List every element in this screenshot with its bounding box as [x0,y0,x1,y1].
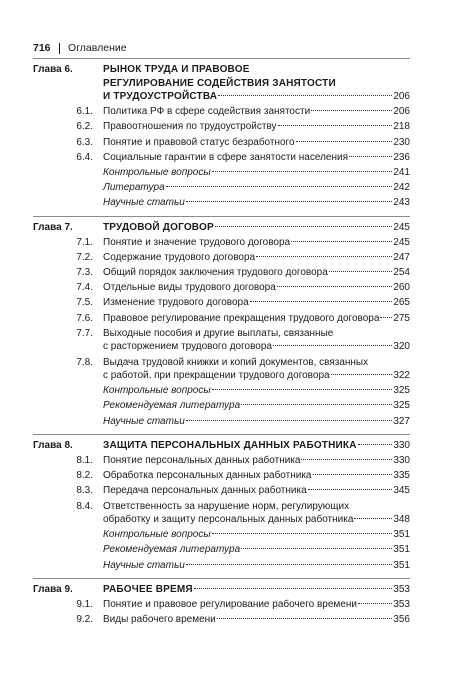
entry-title: Понятие и правовой статус безработного [103,136,295,148]
dot-leader [301,459,392,460]
dot-leader [212,171,393,172]
toc-entry[interactable] [33,454,410,468]
dot-leader [358,603,392,604]
page-ref: 236 [393,151,410,163]
dot-leader [329,271,393,272]
entry-title: Изменение трудового договора [103,297,249,309]
entry-title: Выдача трудовой книжки и копий документов, связанных [103,356,369,368]
page-ref: 353 [393,583,410,595]
toc-chapter-heading[interactable] [33,221,410,235]
section-number: 7.8. [76,356,93,368]
table-of-contents [33,58,410,632]
page-ref: 356 [393,614,410,626]
page-ref: 206 [393,91,410,102]
dot-leader [215,226,392,227]
section-number: 6.1. [76,106,93,118]
entry-title: Научные статьи [103,197,185,209]
section-number: 8.4. [76,500,93,512]
chapter-title: РЫНОК ТРУДА И ПРАВОВОЕ [103,64,250,75]
entry-title: Выходные пособия и другие выплаты, связанные [103,327,334,339]
dot-leader [277,286,393,287]
chapter-title: РЕГУЛИРОВАНИЕ СОДЕЙСТВИЯ ЗАНЯТОСТИ [103,77,336,89]
entry-title: Правовое регулирование прекращения трудового договора [103,312,380,324]
chapter-title: ЗАЩИТА ПЕРСОНАЛЬНЫХ ДАННЫХ РАБОТНИКА [103,439,357,451]
dot-leader [349,156,392,157]
section-number: 9.1. [76,598,93,610]
entry-title: Понятие и правовое регулирование рабочего времени [103,598,357,610]
dot-leader [186,420,393,421]
entry-title: Отдельные виды трудового договора [103,282,276,294]
page-ref: 325 [393,385,410,397]
page-ref: 353 [393,598,410,610]
toc-entry[interactable] [33,105,410,119]
dot-leader [296,141,393,142]
page-ref: 254 [393,267,410,279]
toc-entry[interactable] [33,613,410,627]
entry-title: Понятие и значение трудового договора [103,236,291,248]
section-number: 7.7. [76,327,93,339]
section-number: 8.3. [76,485,93,497]
entry-title: Рекомендуемая литература [103,400,241,412]
toc-entry[interactable] [33,251,410,265]
chapter-title: РАБОЧЕЕ ВРЕМЯ [103,583,193,595]
page-ref: 260 [393,282,410,294]
entry-title: Политика РФ в сфере содействия занятости [103,106,311,118]
toc-entry[interactable] [33,559,410,573]
dot-leader [354,518,392,519]
toc-entry[interactable] [33,136,410,150]
toc-chapter-heading[interactable] [33,439,410,453]
entry-title: Рекомендуемая литература [103,544,241,556]
toc-chapter-heading[interactable] [33,583,410,597]
page-ref: 245 [393,236,410,248]
toc-chapter [33,216,410,434]
section-number: 6.3. [76,136,93,148]
section-number: 7.4. [76,282,93,294]
page-ref: 242 [393,182,410,194]
running-header [33,38,410,58]
toc-entry[interactable] [33,415,410,429]
page-ref: 325 [393,400,410,412]
toc-entry[interactable] [33,469,410,483]
section-number: 8.1. [76,454,93,466]
toc-chapter [33,58,410,216]
chapter-label: Глава 6. [33,64,73,75]
entry-title: Общий порядок заключения трудового договора [103,267,328,279]
entry-title: Контрольные вопросы [103,166,211,178]
entry-title: с расторжением трудового договора [103,341,272,353]
toc-entry[interactable] [33,528,410,542]
entry-title: обработку и защиту персональных данных работника [103,514,354,525]
toc-entry[interactable] [33,500,410,527]
page-ref: 265 [393,297,410,309]
dot-leader [313,474,393,475]
page-ref: 351 [393,559,410,571]
dot-leader [256,256,392,257]
dot-leader [273,345,392,346]
toc-chapter [33,434,410,578]
dot-leader [166,186,393,187]
section-number: 7.2. [76,251,93,263]
page-ref: 206 [393,106,410,118]
section-number: 7.5. [76,297,93,309]
page-ref: 247 [393,251,410,263]
section-number: 8.2. [76,470,93,482]
toc-chapter-heading[interactable] [33,63,410,104]
chapter-label: Глава 7. [33,221,73,233]
dot-leader [380,317,392,318]
dot-leader [241,404,392,405]
section-number: 7.6. [76,312,93,324]
dot-leader [331,374,393,375]
toc-entry[interactable] [33,384,410,398]
page-number: 716 [33,42,51,54]
section-number: 7.1. [76,236,93,248]
page-ref: 245 [393,221,410,233]
page-ref: 327 [393,415,410,427]
dot-leader [186,201,393,202]
page-ref: 348 [393,514,410,525]
toc-entry[interactable] [33,196,410,210]
toc-entry[interactable] [33,120,410,134]
section-title: Оглавление [68,42,127,54]
section-number: 6.2. [76,121,93,133]
dot-leader [212,533,393,534]
entry-title: Научные статьи [103,415,185,427]
book-page [33,38,410,632]
toc-entry[interactable] [33,166,410,180]
dot-leader [241,548,392,549]
page-ref: 230 [393,136,410,148]
toc-entry[interactable] [33,266,410,280]
toc-chapter [33,578,410,633]
toc-entry[interactable] [33,484,410,498]
chapter-label: Глава 8. [33,439,73,451]
toc-entry[interactable] [33,356,410,383]
toc-entry[interactable] [33,327,410,354]
entry-title: Социальные гарантии в сфере занятости населения [103,151,348,163]
entry-title: Обработка персональных данных работника [103,470,312,482]
entry-title: Научные статьи [103,559,185,571]
dot-leader [212,389,393,390]
dot-leader [308,489,393,490]
dot-leader [278,125,393,126]
entry-title: Содержание трудового договора [103,251,256,263]
toc-entry[interactable] [33,236,410,250]
page-ref: 275 [393,312,410,324]
dot-leader [250,301,393,302]
toc-entry[interactable] [33,296,410,310]
dot-leader [291,241,392,242]
toc-entry[interactable] [33,399,410,413]
dot-leader [217,618,393,619]
dot-leader [358,444,393,445]
page-ref: 330 [393,454,410,466]
toc-entry[interactable] [33,181,410,195]
toc-entry[interactable] [33,312,410,326]
page-ref: 322 [393,370,410,381]
entry-title: Литература [103,182,165,194]
dot-leader [194,588,393,589]
section-number: 7.3. [76,267,93,279]
chapter-title: ТРУДОВОЙ ДОГОВОР [103,221,214,233]
page-ref: 241 [393,166,410,178]
page-ref: 351 [393,529,410,541]
page-ref: 320 [393,341,410,353]
chapter-label: Глава 9. [33,583,73,595]
entry-title: Понятие персональных данных работника [103,454,301,466]
dot-leader [186,564,393,565]
entry-title: Ответственность за нарушение норм, регулирующих [103,500,350,512]
page-ref: 351 [393,544,410,556]
toc-entry[interactable] [33,543,410,557]
page-ref: 345 [393,485,410,497]
chapter-title: И ТРУДОУСТРОЙСТВА [103,91,218,102]
page-ref: 218 [393,121,410,133]
toc-entry[interactable] [33,281,410,295]
dot-leader [218,95,392,96]
entry-title: Контрольные вопросы [103,385,211,397]
toc-entry[interactable] [33,151,410,165]
page-ref: 243 [393,197,410,209]
entry-title: Виды рабочего времени [103,614,216,626]
header-separator [59,43,61,54]
entry-title: Контрольные вопросы [103,529,211,541]
entry-title: Передача персональных данных работника [103,485,307,497]
page-ref: 330 [393,439,410,451]
section-number: 9.2. [76,614,93,626]
toc-entry[interactable] [33,598,410,612]
dot-leader [311,110,392,111]
section-number: 6.4. [76,151,93,163]
page-ref: 335 [393,470,410,482]
entry-title: Правоотношения по трудоустройству [103,121,277,133]
entry-title: с работой, при прекращении трудового договора [103,370,330,381]
